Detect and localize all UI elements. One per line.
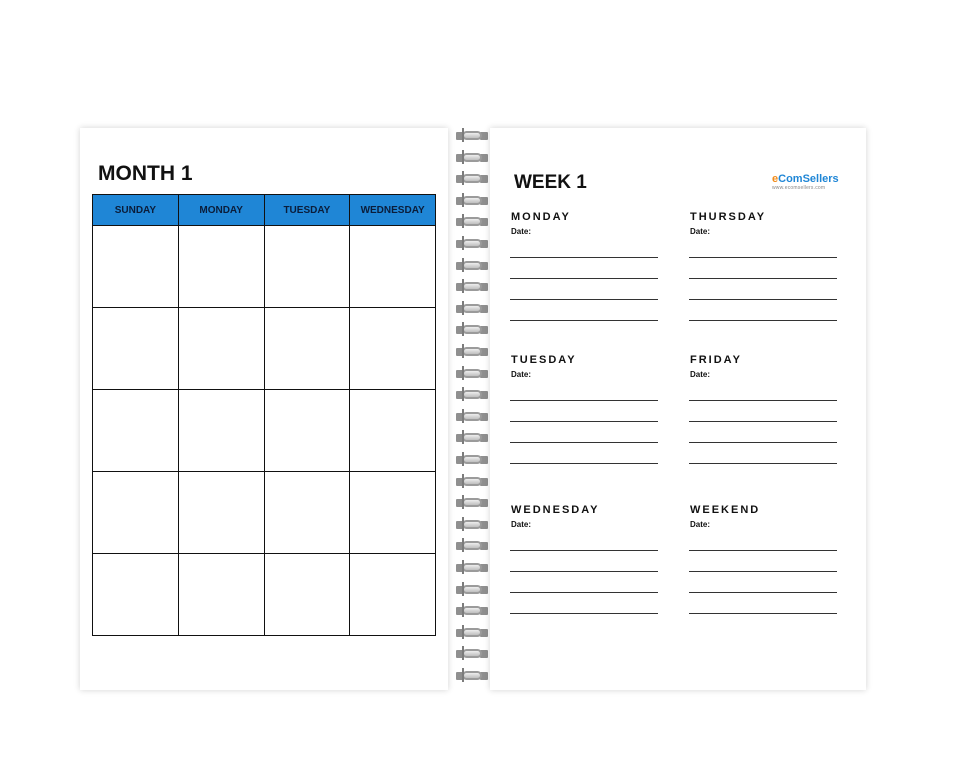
calendar-cell[interactable] (264, 390, 350, 472)
writing-line[interactable] (510, 613, 658, 614)
writing-line[interactable] (510, 571, 658, 572)
calendar-header-wednesday: WEDNESDAY (350, 195, 436, 226)
day-name: WEDNESDAY (511, 504, 600, 516)
writing-line[interactable] (689, 592, 837, 593)
writing-line[interactable] (510, 278, 658, 279)
spiral-ring (454, 324, 490, 336)
week-title: WEEK 1 (514, 172, 587, 193)
calendar-row (93, 472, 436, 554)
left-page-month (80, 128, 448, 690)
calendar-cell[interactable] (178, 308, 264, 390)
writing-line[interactable] (510, 463, 658, 464)
writing-line[interactable] (510, 421, 658, 422)
spiral-ring (454, 152, 490, 164)
calendar-header-row (93, 195, 436, 226)
calendar-cell[interactable] (93, 472, 179, 554)
spiral-ring (454, 454, 490, 466)
spiral-ring (454, 605, 490, 617)
day-section-tuesday (510, 353, 658, 464)
spiral-ring (454, 173, 490, 185)
spiral-ring (454, 195, 490, 207)
spiral-ring (454, 670, 490, 682)
calendar-row (93, 308, 436, 390)
day-section-wednesday (510, 503, 658, 614)
spiral-ring (454, 346, 490, 358)
date-label: Date: (690, 370, 711, 379)
writing-line[interactable] (689, 278, 837, 279)
writing-line[interactable] (689, 400, 837, 401)
spiral-ring (454, 519, 490, 531)
calendar-row (93, 390, 436, 472)
spiral-ring (454, 432, 490, 444)
calendar-cell[interactable] (264, 308, 350, 390)
day-section-monday (510, 210, 658, 321)
day-section-friday (689, 353, 837, 464)
calendar-header-tuesday: TUESDAY (264, 195, 350, 226)
spiral-ring (454, 303, 490, 315)
day-name: MONDAY (511, 211, 571, 223)
calendar-cell[interactable] (264, 472, 350, 554)
calendar-header-sunday: SUNDAY (93, 195, 179, 226)
writing-line[interactable] (689, 299, 837, 300)
calendar-cell[interactable] (93, 554, 179, 636)
day-name: THURSDAY (690, 211, 767, 223)
month-title: MONTH 1 (98, 162, 193, 185)
calendar-cell[interactable] (264, 226, 350, 308)
writing-line[interactable] (689, 571, 837, 572)
day-section-thursday (689, 210, 837, 321)
day-name: TUESDAY (511, 354, 577, 366)
calendar-cell[interactable] (93, 390, 179, 472)
spiral-ring (454, 216, 490, 228)
calendar-cell[interactable] (178, 554, 264, 636)
spiral-ring (454, 476, 490, 488)
day-section-weekend (689, 503, 837, 614)
writing-line[interactable] (689, 613, 837, 614)
date-label: Date: (690, 520, 711, 529)
spiral-ring (454, 281, 490, 293)
spiral-ring (454, 260, 490, 272)
writing-line[interactable] (510, 442, 658, 443)
calendar-cell[interactable] (178, 472, 264, 554)
calendar-cell[interactable] (93, 226, 179, 308)
writing-line[interactable] (689, 463, 837, 464)
writing-line[interactable] (510, 320, 658, 321)
writing-line[interactable] (689, 320, 837, 321)
calendar-cell[interactable] (350, 226, 436, 308)
date-label: Date: (511, 520, 532, 529)
spiral-ring (454, 648, 490, 660)
brand-url: www.ecomsellers.com (772, 185, 826, 191)
calendar-cell[interactable] (350, 554, 436, 636)
writing-line[interactable] (510, 592, 658, 593)
writing-line[interactable] (510, 257, 658, 258)
calendar-row (93, 554, 436, 636)
day-name: WEEKEND (690, 504, 761, 516)
spiral-ring (454, 389, 490, 401)
calendar-cell[interactable] (264, 554, 350, 636)
brand-logo: eComSellers www.ecomsellers.com (772, 173, 842, 191)
calendar-cell[interactable] (178, 226, 264, 308)
calendar-cell[interactable] (350, 390, 436, 472)
date-label: Date: (511, 227, 532, 236)
date-label: Date: (690, 227, 711, 236)
writing-line[interactable] (510, 550, 658, 551)
writing-line[interactable] (689, 421, 837, 422)
spiral-ring (454, 497, 490, 509)
spiral-ring (454, 130, 490, 142)
calendar-row (93, 226, 436, 308)
spiral-ring (454, 627, 490, 639)
writing-line[interactable] (510, 400, 658, 401)
spiral-ring (454, 540, 490, 552)
spiral-binding (454, 130, 494, 690)
spiral-ring (454, 411, 490, 423)
writing-line[interactable] (689, 550, 837, 551)
day-name: FRIDAY (690, 354, 742, 366)
right-page-week (490, 128, 866, 690)
spiral-ring (454, 368, 490, 380)
calendar-cell[interactable] (178, 390, 264, 472)
month-calendar-grid (92, 194, 436, 636)
spiral-ring (454, 584, 490, 596)
spiral-ring (454, 238, 490, 250)
calendar-cell[interactable] (350, 308, 436, 390)
spiral-ring (454, 562, 490, 574)
writing-line[interactable] (510, 299, 658, 300)
calendar-cell[interactable] (350, 472, 436, 554)
date-label: Date: (511, 370, 532, 379)
writing-line[interactable] (689, 257, 837, 258)
writing-line[interactable] (689, 442, 837, 443)
calendar-cell[interactable] (93, 308, 179, 390)
calendar-header-monday: MONDAY (178, 195, 264, 226)
